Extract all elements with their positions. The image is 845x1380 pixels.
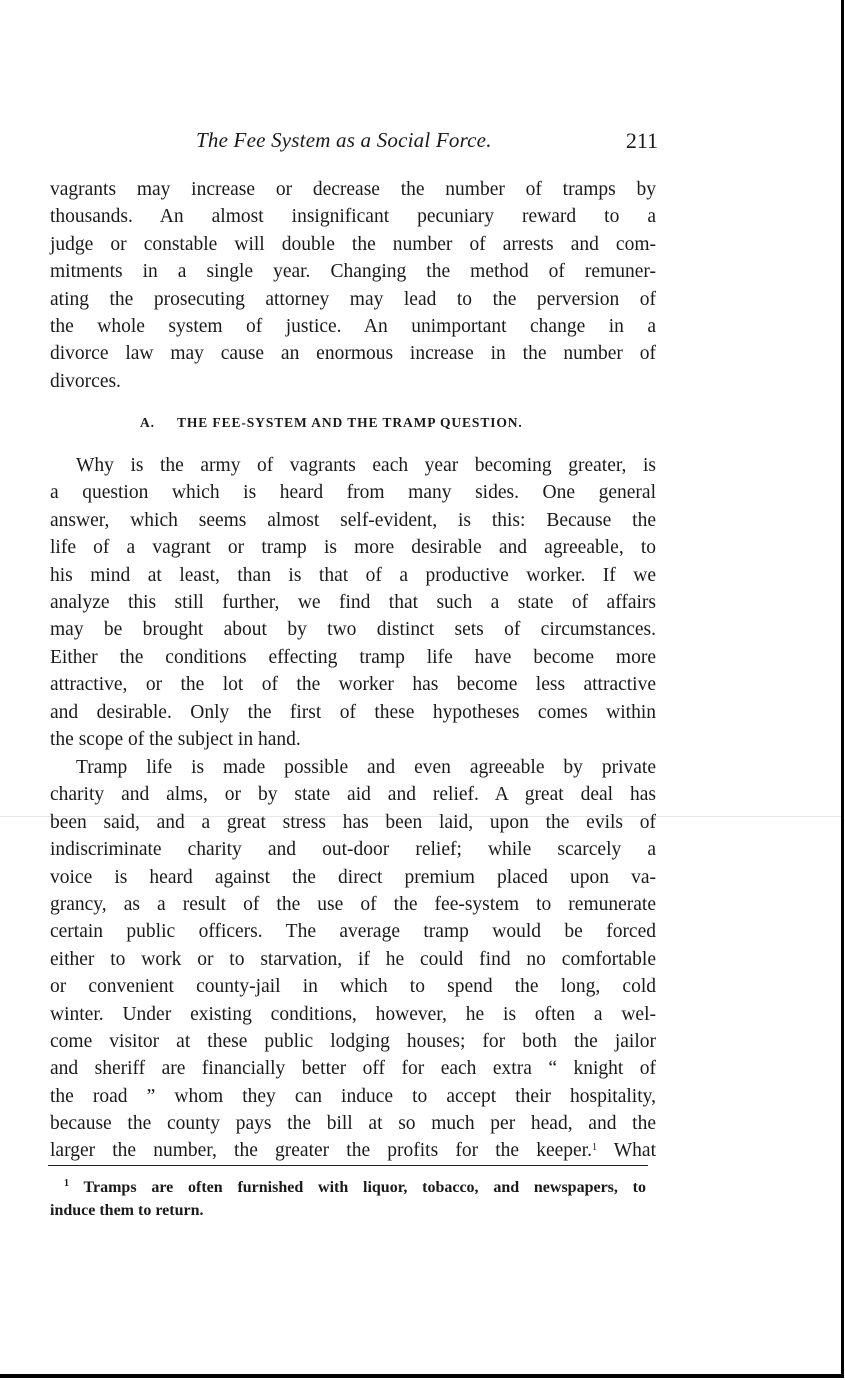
text-line: thousands. An almost insignificant pecuniary reward to a [50, 206, 656, 228]
section-title: THE FEE-SYSTEM AND THE TRAMP QUESTION. [176, 415, 523, 430]
paragraph-continuation [50, 176, 656, 395]
text-line: divorces. [50, 370, 121, 392]
text-fragment: larger the number, the greater the profits for the keeper. [50, 1140, 592, 1162]
text-line: Tramp life is made possible and even agreeable by private [76, 757, 656, 778]
text-line: attractive, or the lot of the worker has become less attractive [50, 674, 656, 696]
trailing-word: What [613, 1140, 657, 1162]
text-line: the whole system of justice. An unimportant change in a [50, 315, 656, 337]
text-line: divorce law may cause an enormous increase in the number of [50, 343, 656, 365]
text-line: certain public officers. The average tramp would be forced [50, 921, 656, 943]
text-line: grancy, as a result of the use of the fee-system to remunerate [50, 893, 656, 915]
text-line: analyze this still further, we find that such a state of affairs [50, 591, 656, 613]
text-line: come visitor at these public lodging houses; for both the jailor [50, 1030, 656, 1052]
text-line: a question which is heard from many sides. One general [50, 482, 656, 504]
footnote [50, 1176, 646, 1222]
footnote-marker: 1 [64, 1178, 69, 1189]
footnote-line: induce them to return. [50, 1202, 204, 1219]
footnote-text: Tramps are often furnished with liquor, tobacco, and newspapers, to [83, 1179, 647, 1196]
text-line: voice is heard against the direct premium placed upon va- [50, 866, 656, 888]
text-line: ating the prosecuting attorney may lead to the perversion of [50, 288, 656, 310]
paragraph-tramp-life [50, 754, 656, 1165]
text-line: Either the conditions effecting tramp life have become more [50, 646, 656, 668]
text-line: charity and alms, or by state aid and relief. A great deal has [50, 784, 656, 806]
footnote-divider [48, 1165, 648, 1166]
running-title: The Fee System as a Social Force. [196, 128, 492, 152]
section-heading [140, 415, 523, 431]
text-line: Why is the army of vagrants each year becoming greater, is [76, 455, 656, 476]
text-line: answer, which seems almost self-evident, is this: Because the [50, 509, 656, 531]
text-line: his mind at least, than is that of a productive worker. If we [50, 564, 656, 586]
text-line: mitments in a single year. Changing the method of remuner- [50, 261, 656, 283]
text-line: the scope of the subject in hand. [50, 728, 301, 750]
text-line: or convenient county-jail in which to spend the long, cold [50, 976, 656, 998]
text-line: and sheriff are financially better off for each extra “ knight of [50, 1058, 656, 1080]
text-line: life of a vagrant or tramp is more desirable and agreeable, to [50, 537, 656, 559]
text-line: because the county pays the bill at so much per head, and the [50, 1113, 656, 1135]
text-line: may be brought about by two distinct sets of circumstances. [50, 619, 656, 641]
text-line: indiscriminate charity and out-door relief; while scarcely a [50, 839, 656, 861]
text-line: and desirable. Only the first of these hypotheses comes within [50, 701, 656, 723]
section-letter: A. [140, 415, 155, 430]
text-line: judge or constable will double the number of arrests and com- [50, 233, 656, 255]
footnote-line [50, 1176, 646, 1199]
text-line-with-footnote-ref [50, 1137, 656, 1164]
text-line: vagrants may increase or decrease the number of tramps by [50, 179, 656, 200]
text-line: either to work or to starvation, if he could find no comfortable [50, 948, 656, 970]
page-number: 211 [625, 128, 658, 153]
text-line: winter. Under existing conditions, however, he is often a wel- [50, 1003, 656, 1025]
text-line: been said, and a great stress has been laid, upon the evils of [50, 811, 656, 833]
text-line: the road ” whom they can induce to accept their hospitality, [50, 1085, 656, 1107]
paragraph-tramp-question [50, 452, 656, 753]
footnote-reference: 1 [591, 1142, 597, 1154]
running-header [196, 128, 658, 158]
